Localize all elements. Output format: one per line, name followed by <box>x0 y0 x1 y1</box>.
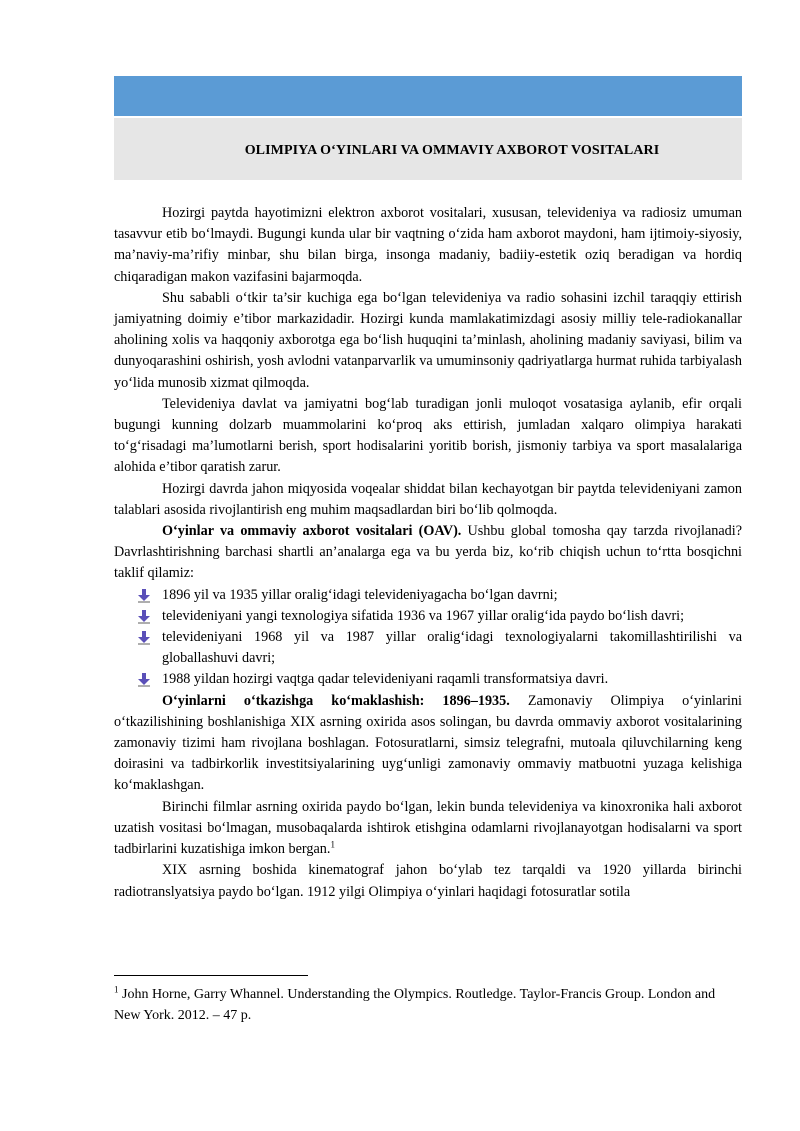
paragraph: Televideniya davlat va jamiyatni bog‘lab turadigan jonli muloqot vosatasiga aylanib, efir orqali bugungi kunning dolzarb muammolarini ko‘proq aks ettirish, jumladan xalqaro olimpiya harakati to‘g‘risadagi ma’lumotlarni berish, sport hodisalarini yoritib borish, jismoniy tarbiya va sport masalalariga alohida e’tibor qaratish zarur. <box>114 395 742 476</box>
down-arrow-bullet-icon <box>137 631 151 645</box>
down-arrow-bullet-icon <box>137 589 151 603</box>
paragraph-text: Zamonaviy Olimpiya o‘yinlarini o‘tkazilishining boshlanishiga XIX asrning oxirida asos solingan, bu davrda ommaviy axborot vositalarining zamonaviy tizimi ham rivojlana boshlagan. Fotosuratlarni, simsiz telegrafni, mutoala qiluvchilarning keng doirasini va tadbirkorlik investitsiyalarining uyg‘unligi zamonaviy ommaviy matbuotni yuzaga kelishiga ko‘maklashgan. <box>114 692 742 794</box>
paragraph-text: Birinchi filmlar asrning oxirida paydo bo‘lgan, lekin bunda televideniya va kinoxronika hali axborot uzatish vositasi bo‘lmagan, musobaqalarda ishtirok etishgina odamlarni rivojlanayotgan hodisalarni va sport tadbirlarini kuzatishiga imkon bergan. <box>114 798 742 858</box>
paragraph: Shu sababli o‘tkir ta’sir kuchiga ega bo‘lgan televideniya va radio sohasini izchil taraqqiy ettirish jamiyatning doimiy e’tibor markazidadir. Hozirgi kunda mamlakatimizdagi asosiy milliy tele-radiokanallar aholining xolis va haqqoniy axborotga ega bo‘lish huquqini ta’minlash, aholining madaniy saviyasi, bilim va dunyoqarashini oshirish, yosh avlodni vatanparvarlik va umuminsoniy qadriyatlarga hurmat ruhida tarbiyalash yo‘lida munosib xizmat qilmoqda. <box>114 289 742 391</box>
list-item-text: 1896 yil va 1935 yillar oralig‘idagi televideniyagacha bo‘lgan davrni; <box>162 586 558 603</box>
section-heading: O‘yinlarni o‘tkazishga ko‘maklashish: 1896–1935. <box>162 692 510 709</box>
down-arrow-bullet-icon <box>137 610 151 624</box>
list-item <box>114 669 742 690</box>
page-title: OLIMPIYA O‘YINLARI VA OMMAVIY AXBOROT VOSITALARI <box>244 143 660 158</box>
list-item-text: televideniyani yangi texnologiya sifatida 1936 va 1967 yillar oralig‘ida paydo bo‘lish davri; <box>162 607 685 624</box>
list-item <box>114 606 742 627</box>
list-item <box>114 585 742 606</box>
footnote-separator <box>114 975 308 976</box>
document-body <box>114 203 742 903</box>
paragraph-text: Ushbu global tomosha qay tarzda rivojlanadi? Davrlashtirishning barchasi shartli an’analarga ega va bu yerda biz, ko‘rib chiqish uchun to‘rtta bosqichni taklif qilamiz: <box>114 523 742 582</box>
section-heading: O‘yinlar va ommaviy axborot vositalari (OAV). <box>162 523 462 540</box>
list-item-text: televideniyani 1968 yil va 1987 yillar oralig‘idagi texnologiyalarni takomillashtirilishi va globallashuvi davri; <box>162 629 742 667</box>
footnote-marker: 1 <box>114 984 119 995</box>
list-item-text: 1988 yildan hozirgi vaqtga qadar televideniyani raqamli transformatsiya davri. <box>162 671 609 688</box>
list-item <box>114 627 742 669</box>
footnote-text: John Horne, Garry Whannel. Understanding the Olympics. Routledge. Taylor-Francis Group. London and New York. 2012. – 47 p. <box>114 987 716 1023</box>
down-arrow-bullet-icon <box>137 673 151 687</box>
footnote <box>114 984 742 1026</box>
footnote-reference[interactable]: 1 <box>330 839 335 850</box>
paragraph <box>114 521 742 585</box>
paragraph: Hozirgi paytda hayotimizni elektron axborot vositalari, xususan, televideniya va radiosiz umuman tasavvur etib bo‘lmaydi. Bugungi kunda ular bir vaqtning o‘zida ham axborot maydoni, ham ijtimoiy-siyosiy, ma’naviy-ma’rifiy minbar, shu bilan birga, insonga madaniy, badiiy-estetik oziq beradigan va hordiq chiqaradigan makon vazifasini bajarmoqda. <box>114 205 742 285</box>
paragraph: XIX asrning boshida kinematograf jahon bo‘ylab tez tarqaldi va 1920 yillarda birinchi radiotranslyatsiya paydo bo‘lgan. 1912 yilgi Olimpiya o‘yinlari haqidagi fotosuratlar sotila <box>114 862 742 900</box>
paragraph <box>114 691 742 797</box>
paragraph <box>114 797 742 861</box>
paragraph: Hozirgi davrda jahon miqyosida voqealar shiddat bilan kechayotgan bir paytda televideniyani zamon talablari asosida rivojlantirish eng muhim maqsadlardan biri bo‘lib qolmoqda. <box>114 480 742 518</box>
bullet-list <box>114 585 742 691</box>
header-color-bar <box>114 76 742 116</box>
title-band <box>114 118 742 180</box>
